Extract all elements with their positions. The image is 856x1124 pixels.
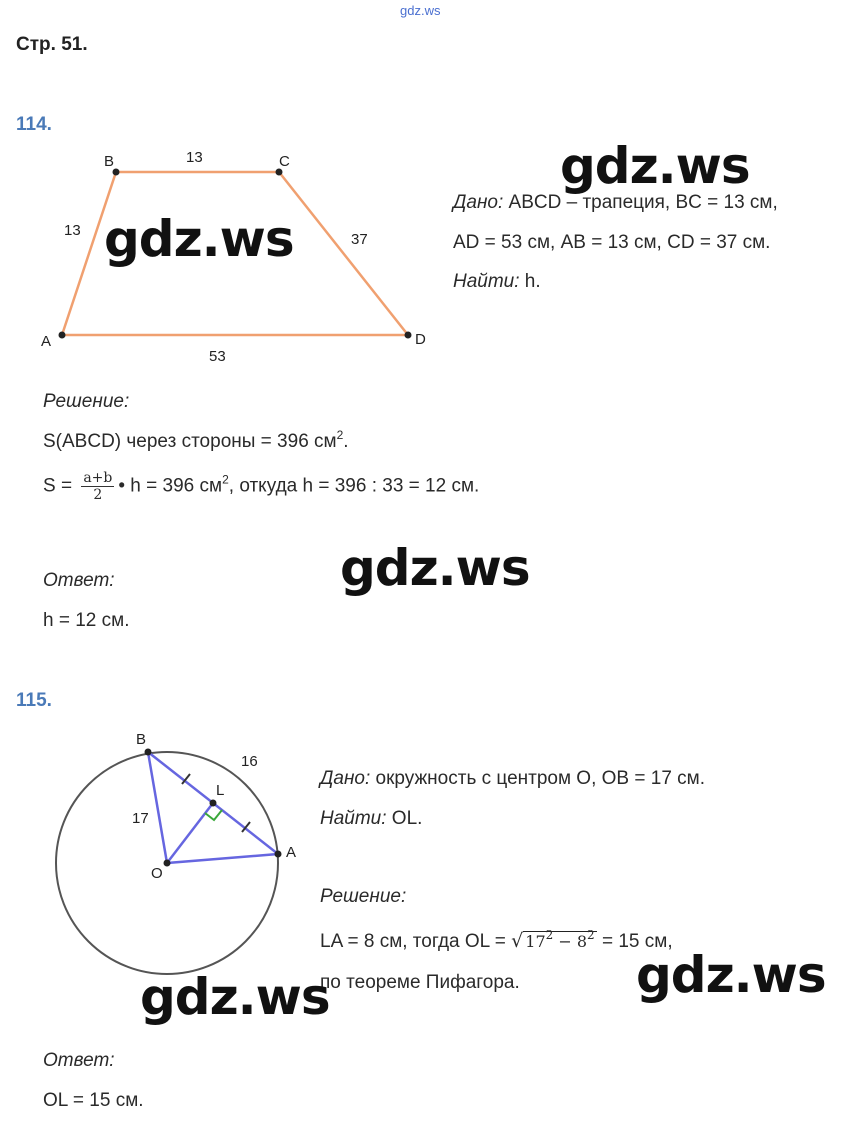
side-cd-label: 37 [351, 231, 368, 248]
point-a-dot [275, 851, 282, 858]
solution-text: S(ABCD) через стороны = 396 см [43, 431, 337, 452]
superscript: 2 [545, 928, 554, 942]
solution-line-1 [43, 428, 349, 453]
side-ad-label: 53 [209, 348, 226, 365]
answer-text: h = 12 см. [43, 610, 130, 631]
superscript: 2 [336, 428, 344, 442]
radicand-term: 17 [525, 932, 546, 951]
side-ob-label: 17 [132, 810, 149, 827]
point-b-dot [145, 749, 152, 756]
solution-text: S = [43, 475, 78, 497]
watermark: gdz.ws [340, 539, 530, 597]
solution-line-2: по теореме Пифагора. [320, 972, 520, 993]
solution-text: = 15 см, [596, 931, 673, 952]
triangle-obo [148, 752, 278, 863]
watermark: gdz.ws [560, 137, 750, 195]
watermark: gdz.ws [636, 946, 826, 1004]
page-reference: Стр. 51. [16, 34, 88, 55]
point-o-dot [164, 860, 171, 867]
sqrt-sign: √ [511, 930, 524, 952]
solution-line-1 [320, 930, 673, 953]
superscript: 2 [587, 928, 595, 942]
find-label: Найти: [453, 271, 520, 292]
solution-line-2 [43, 470, 479, 503]
radicand-operator: − [553, 932, 577, 951]
circle-figure [0, 725, 310, 985]
vertex-b-label: B [104, 153, 115, 170]
side-bc-label: 13 [186, 149, 203, 166]
fraction-numerator: a+b [83, 470, 113, 486]
watermark: gdz.ws [104, 210, 294, 268]
given-text: окружность с центром O, OB = 17 см. [370, 768, 706, 789]
vertex-a-dot [59, 332, 66, 339]
point-o-label: O [151, 865, 163, 882]
given-label: Дано: [453, 192, 504, 213]
solution-label: Решение: [320, 886, 407, 907]
fraction [81, 470, 114, 503]
find-line [453, 271, 541, 293]
solution-text: LA = 8 см, тогда OL = [320, 931, 512, 952]
vertex-d-dot [405, 332, 412, 339]
solution-text: . [343, 431, 349, 452]
vertex-a-label: A [41, 333, 52, 350]
answer-text: OL = 15 см. [43, 1090, 144, 1111]
find-text: OL. [386, 808, 423, 829]
point-b-label: B [136, 731, 147, 748]
solution-label: Решение: [43, 391, 130, 412]
find-text: h. [519, 271, 541, 292]
solution-text: • h = 396 см [118, 475, 223, 497]
top-watermark: gdz.ws [400, 3, 441, 18]
answer-label: Ответ: [43, 1050, 115, 1071]
given-text: ABCD – трапеция, BC = 13 см, [503, 192, 778, 213]
point-a-label: A [286, 844, 297, 861]
find-label: Найти: [320, 808, 387, 829]
radicand-term: 8 [576, 932, 588, 951]
find-line [320, 808, 422, 830]
point-l-dot [210, 800, 217, 807]
task-114-number: 114. [16, 114, 52, 135]
given-line [320, 768, 705, 790]
segment-ol [167, 803, 213, 863]
vertex-c-label: C [279, 153, 290, 170]
superscript: 2 [222, 472, 229, 487]
fraction-denominator: 2 [93, 487, 103, 503]
side-ab-label: 13 [64, 222, 81, 239]
watermark: gdz.ws [140, 968, 330, 1026]
arc-label: 16 [241, 753, 258, 770]
given-label: Дано: [320, 768, 371, 789]
given-line-1 [453, 192, 778, 214]
given-line-2: AD = 53 см, AB = 13 см, CD = 37 см. [453, 232, 771, 253]
task-115-number: 115. [16, 690, 52, 711]
vertex-d-label: D [415, 331, 426, 348]
answer-label: Ответ: [43, 570, 115, 591]
sqrt-radicand [523, 928, 596, 951]
solution-text: , откуда h = 396 : 33 = 12 см. [228, 475, 480, 497]
point-l-label: L [216, 782, 225, 799]
